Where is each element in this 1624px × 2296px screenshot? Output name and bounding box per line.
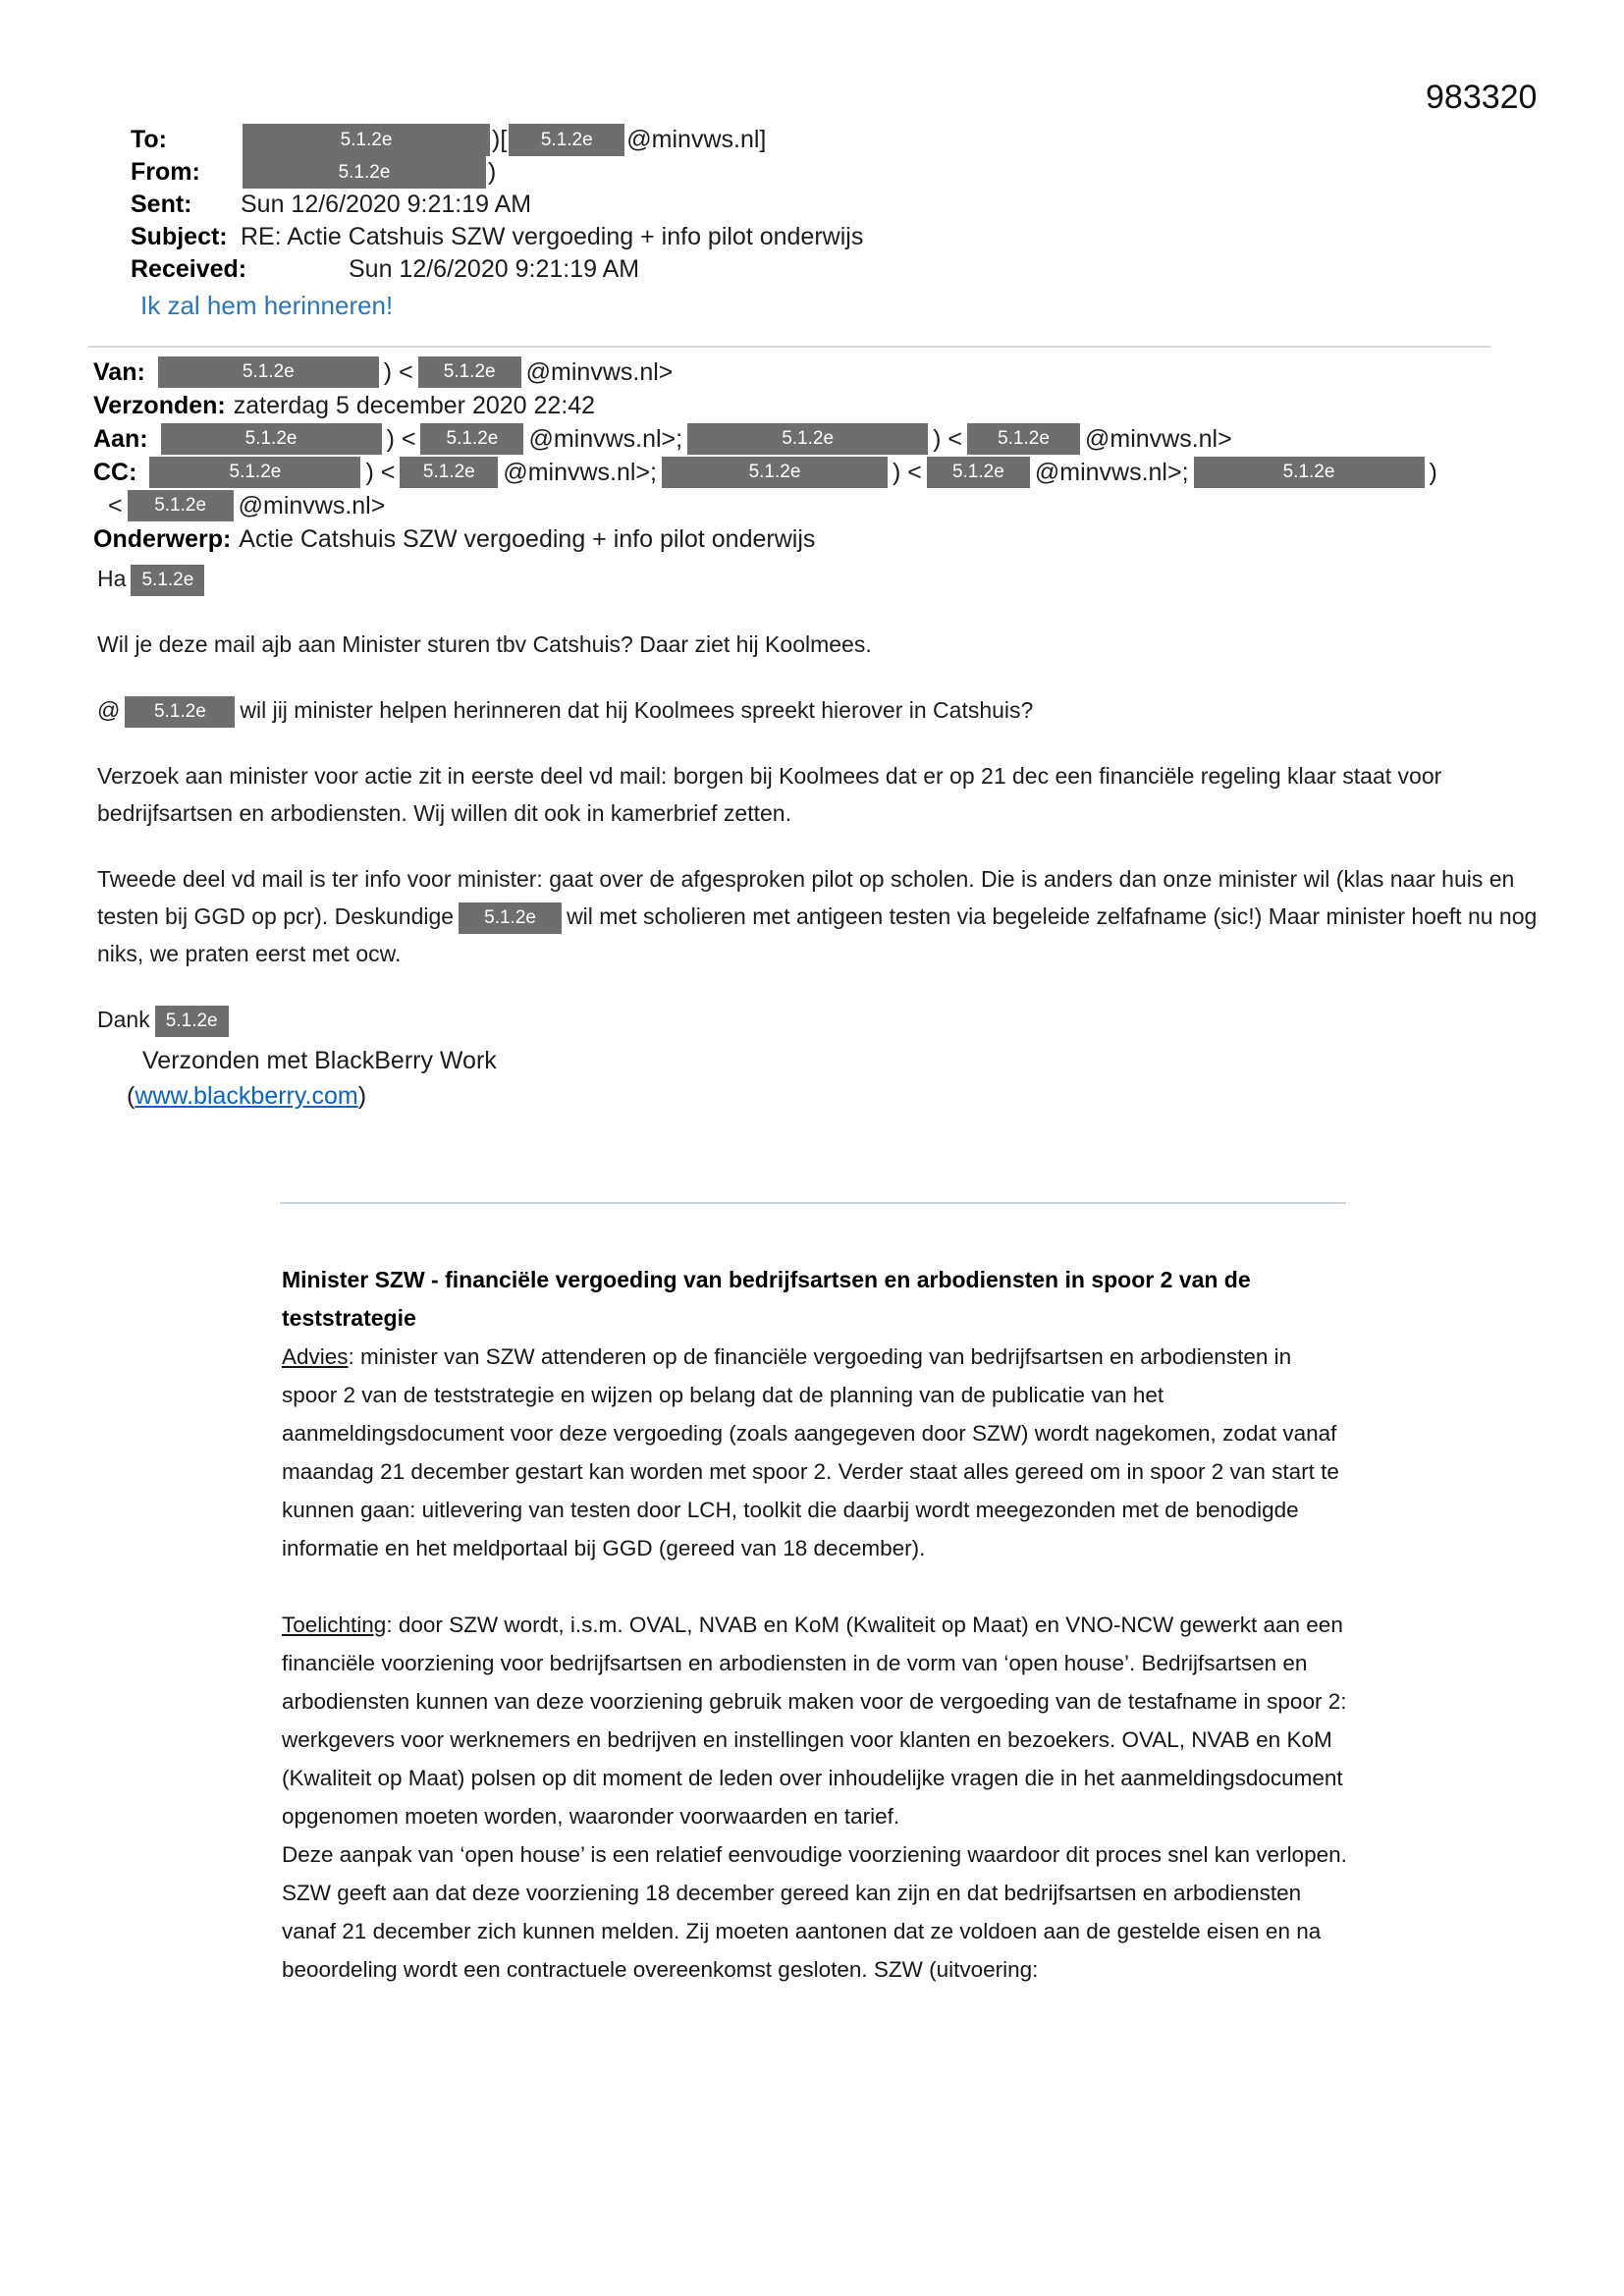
- header-row-received: [131, 253, 863, 286]
- domain-text: @minvws.nl>;: [503, 458, 657, 486]
- verzonden-value: zaterdag 5 december 2020 22:42: [233, 391, 596, 419]
- redaction-box: 5.1.2e: [687, 423, 928, 455]
- body-paragraph-2-text: wil jij minister helpen herinneren dat hij Koolmees spreekt hierover in Catshuis?: [240, 697, 1034, 723]
- quoted-row-van: [93, 355, 1437, 389]
- subject-value: RE: Actie Catshuis SZW vergoeding + info pilot onderwijs: [241, 223, 864, 250]
- body-paragraph-1: Wil je deze mail ajb aan Minister sturen tbv Catshuis? Daar ziet hij Koolmees.: [97, 631, 872, 657]
- thanks-line: [97, 1001, 1567, 1038]
- sent-label: Sent:: [131, 191, 192, 218]
- header-row-subject: [131, 221, 863, 253]
- domain-text: @minvws.nl>;: [1034, 458, 1189, 486]
- domain-text: @minvws.nl>: [238, 491, 386, 519]
- body-paragraph-3: Verzoek aan minister voor actie zit in eerste deel vd mail: borgen bij Koolmees dat er op 21 dec een financiële regeling klaar staat voor bedrijfsartsen en arbodiensten. Wij willen dit ook in kamerbrief zetten.: [97, 763, 1442, 826]
- quoted-row-cc-continued: [93, 489, 1437, 522]
- redaction-box: 5.1.2e: [1194, 457, 1425, 488]
- header-row-from: [131, 156, 863, 189]
- cc-label: CC:: [93, 458, 137, 486]
- open-angle: <: [108, 491, 123, 519]
- divider-top: [88, 346, 1490, 348]
- to-separator: )[: [492, 126, 508, 153]
- email-body: [97, 560, 1567, 1066]
- redaction-box: 5.1.2e: [662, 457, 888, 488]
- divider-memo: [280, 1202, 1346, 1204]
- thanks-text: Dank: [97, 1007, 150, 1032]
- redaction-box: 5.1.2e: [509, 124, 624, 156]
- redaction-box: 5.1.2e: [400, 457, 498, 488]
- redaction-box: 5.1.2e: [459, 902, 562, 934]
- memo-title: Minister SZW - financiële vergoeding van bedrijfsartsen en arbodiensten in spoor 2 van de teststrategie: [282, 1267, 1251, 1331]
- blackberry-link[interactable]: www.blackberry.com: [135, 1082, 358, 1110]
- redaction-box: 5.1.2e: [128, 490, 234, 521]
- separator: ) <: [383, 357, 413, 386]
- memo-toelichting-paragraph: [282, 1606, 1348, 1835]
- header-row-to: [131, 124, 863, 156]
- separator: ) <: [892, 458, 922, 486]
- body-paragraph-4: [97, 860, 1567, 972]
- domain-text: @minvws.nl>: [525, 357, 674, 386]
- body-paragraph-4-before: Tweede deel vd mail is ter info voor minister: gaat over de afgesproken pilot op scholen. Die is anders dan onze minister wil (klas naar huis en testen bij GGD op pcr). Deskundige: [97, 866, 1515, 929]
- redaction-box: 5.1.2e: [967, 423, 1080, 455]
- from-label: From:: [131, 158, 200, 186]
- redaction-box: 5.1.2e: [155, 1006, 229, 1037]
- to-label: To:: [131, 126, 168, 153]
- memo-paragraph-2: Deze aanpak van ‘open house’ is een relatief eenvoudige voorziening waardoor dit proces snel kan verlopen. SZW geeft aan dat deze voorziening 18 december gereed kan zijn en dat bedrijfsartsen en arbodiensten vanaf 21 december zich kunnen melden. Zij moeten aantonen dat ze voldoen aan de gestelde eisen en na beoordeling wordt een contractuele overeenkomst gesloten. SZW (uitvoering:: [282, 1842, 1347, 1982]
- sent-value: Sun 12/6/2020 9:21:19 AM: [241, 191, 532, 218]
- reply-note: Ik zal hem herinneren!: [140, 291, 394, 320]
- advies-label: Advies: [282, 1344, 349, 1369]
- greeting-text: Ha: [97, 566, 127, 591]
- signature-line: Verzonden met BlackBerry Work: [142, 1047, 497, 1074]
- redaction-box: 5.1.2e: [131, 565, 204, 596]
- redaction-box: 5.1.2e: [243, 124, 490, 156]
- close-paren: ): [357, 1082, 367, 1110]
- van-label: Van:: [93, 357, 145, 386]
- memo-section: [282, 1261, 1348, 1989]
- redaction-box: 5.1.2e: [161, 423, 382, 455]
- from-close: ): [488, 158, 497, 186]
- redaction-box: 5.1.2e: [149, 457, 360, 488]
- at-sign: @: [97, 697, 121, 723]
- redaction-box: 5.1.2e: [158, 356, 379, 388]
- email-header: [131, 124, 863, 286]
- quoted-row-cc: [93, 456, 1437, 489]
- redaction-box: 5.1.2e: [420, 423, 523, 455]
- redaction-box: 5.1.2e: [418, 356, 521, 388]
- advies-text: : minister van SZW attenderen op de financiële vergoeding van bedrijfsartsen en arbodiensten in spoor 2 van de teststrategie en wijzen op belang dat de planning van de publicatie van het aanmeldingsdocument voor deze vergoeding (zoals aangegeven door SZW) wordt nagekomen, zodat vanaf maandag 21 december gestart kan worden met spoor 2. Verder staat alles gereed om in spoor 2 van start te kunnen gaan: uitlevering van testen door LCH, toolkit die daarbij wordt meegezonden met de benodigde informatie en het meldportaal bij GGD (gereed van 18 december).: [282, 1344, 1339, 1560]
- quoted-row-verzonden: [93, 389, 1437, 422]
- verzonden-label: Verzonden:: [93, 391, 226, 419]
- to-domain: @minvws.nl]: [626, 126, 767, 153]
- quoted-row-aan: [93, 422, 1437, 456]
- toelichting-text: : door SZW wordt, i.s.m. OVAL, NVAB en KoM (Kwaliteit op Maat) en VNO-NCW gewerkt aan een financiële voorziening voor bedrijfsartsen en arbodiensten in de vorm van ‘open house’. Bedrijfsartsen en arbodiensten kunnen van deze voorziening gebruik maken voor de vergoeding van de testafname in spoor 2: werkgevers voor werknemers en bedrijven en instellingen voor klanten en bezoekers. OVAL, NVAB en KoM (Kwaliteit op Maat) polsen op dit moment de leden over inhoudelijke vragen die in het aanmeldingsdocument opgenomen moeten worden, waaronder voorwaarden en tarief.: [282, 1613, 1347, 1829]
- greeting-line: [97, 560, 1567, 597]
- received-label: Received:: [131, 255, 247, 283]
- onderwerp-label: Onderwerp:: [93, 524, 232, 553]
- domain-text: @minvws.nl>;: [528, 424, 683, 453]
- memo-advies-paragraph: [282, 1338, 1348, 1567]
- close-paren: ): [1429, 458, 1437, 486]
- open-paren: (: [127, 1082, 135, 1110]
- separator: ) <: [933, 424, 962, 453]
- signature-block: [127, 1043, 497, 1114]
- aan-label: Aan:: [93, 424, 148, 453]
- received-value: Sun 12/6/2020 9:21:19 AM: [349, 255, 640, 283]
- redaction-box: 5.1.2e: [927, 457, 1030, 488]
- toelichting-label: Toelichting: [282, 1613, 387, 1637]
- separator: ) <: [386, 424, 416, 453]
- body-paragraph-2: [97, 691, 1567, 729]
- separator: ) <: [365, 458, 396, 486]
- body-paragraph-4-after: wil met scholieren met antigeen testen via begeleide zelfafname (sic!) Maar minister hoeft nu nog niks, we praten eerst met ocw.: [97, 903, 1538, 966]
- header-row-sent: [131, 189, 863, 221]
- page-number: 983320: [1426, 79, 1538, 116]
- onderwerp-value: Actie Catshuis SZW vergoeding + info pilot onderwijs: [239, 524, 816, 553]
- subject-label: Subject:: [131, 223, 228, 250]
- redaction-box: 5.1.2e: [125, 696, 235, 728]
- quoted-row-onderwerp: [93, 522, 1437, 556]
- signature-link-line: [127, 1078, 497, 1114]
- domain-text: @minvws.nl>: [1084, 424, 1232, 453]
- redaction-box: 5.1.2e: [243, 156, 486, 189]
- quoted-email-header: [93, 355, 1437, 556]
